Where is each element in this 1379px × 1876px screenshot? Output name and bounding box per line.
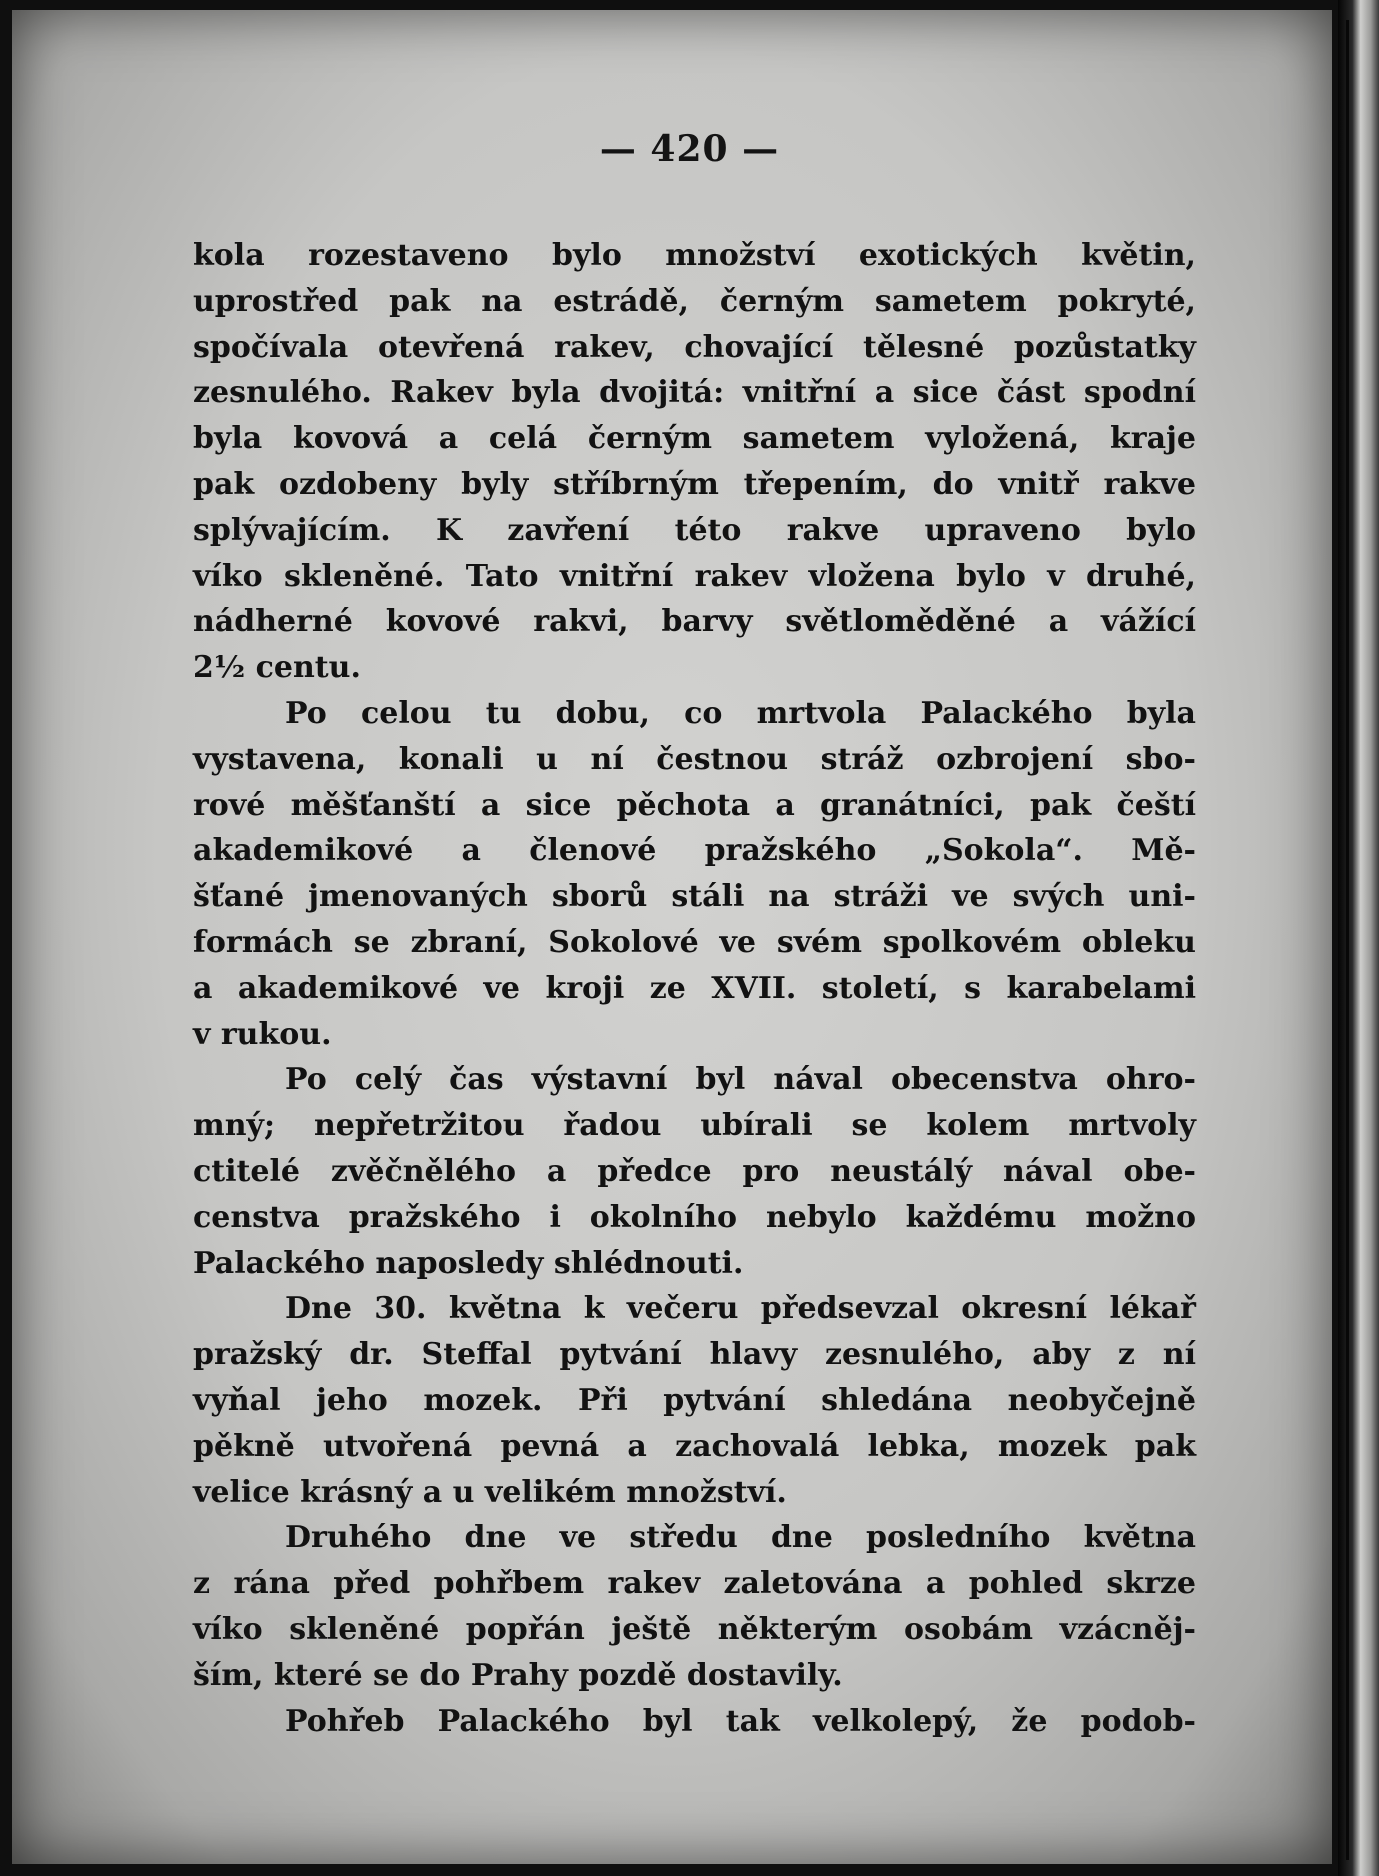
text-line: Pohřeb Palackého byl tak velkolepý, že podob- [285,1703,1196,1739]
text-line: Po celý čas výstavní byl nával obecenstva ohro- [285,1062,1196,1098]
text-line: pražský dr. Steffal pytvání hlavy zesnulého, aby z ní [193,1337,1196,1373]
text-line: Dne 30. května k večeru předsevzal okresní lékař [285,1291,1196,1327]
page-number: — 420 — [599,128,780,170]
text-line: vyňal jeho mozek. Při pytvání shledána neobyčejně [193,1382,1196,1418]
text-line: pěkně utvořená pevná a zachovalá lebka, mozek pak [193,1428,1196,1464]
text-line: Po celou tu dobu, co mrtvola Palackého byla [285,695,1196,731]
text-line: a akademikové ve kroji ze XVII. století, s karabelami [193,970,1196,1006]
book-spine-shadow [1346,20,1349,1860]
text-line: ctitelé zvěčnělého a předce pro neustálý nával obe- [193,1153,1196,1189]
text-line: velice krásný a u velikém množství. [193,1474,787,1510]
text-line: formách se zbraní, Sokolové ve svém spolkovém obleku [193,924,1196,960]
text-line: censtva pražského i okolního nebylo každému možno [193,1199,1196,1235]
text-line: splývajícím. K zavření této rakve upraveno bylo [193,512,1196,548]
book-spine-edge [1338,0,1379,1876]
text-line: vystavena, konali u ní čestnou stráž ozbrojení sbo- [193,741,1196,777]
text-line: šťané jmenovaných sborů stáli na stráži ve svých uni- [193,879,1196,915]
text-line: nádherné kovové rakvi, barvy světloměděné a vážící [193,604,1196,640]
text-line: v rukou. [193,1016,332,1052]
text-line: spočívala otevřená rakev, chovající tělesné pozůstatky [193,329,1196,365]
text-line: rové měšťanští a sice pěchota a granátníci, pak čeští [193,787,1196,823]
text-line: Palackého naposledy shlédnouti. [193,1245,744,1281]
body-text [193,233,1196,1744]
text-line: pak ozdobeny byly stříbrným třepením, do vnitř rakve [193,466,1196,502]
text-line: kola rozestaveno bylo množství exotických květin, [193,238,1196,273]
text-line: akademikové a členové pražského „Sokola“. Mě- [193,833,1196,869]
text-line: 2½ centu. [193,650,361,686]
text-line: byla kovová a celá černým sametem vyložená, kraje [193,421,1196,457]
text-line: uprostřed pak na estrádě, černým sametem pokryté, [193,283,1196,319]
text-line: víko skleněné. Tato vnitřní rakev vložena bylo v druhé, [193,558,1196,594]
text-line: ším, které se do Prahy pozdě dostavily. [193,1657,843,1693]
text-line: z rána před pohřbem rakev zaletována a pohled skrze [193,1566,1196,1602]
text-line: mný; nepřetržitou řadou ubírali se kolem mrtvoly [193,1108,1196,1144]
text-line: Druhého dne ve středu dne posledního května [285,1520,1196,1556]
text-line: zesnulého. Rakev byla dvojitá: vnitřní a sice část spodní [193,375,1196,411]
text-line: víko skleněné popřán ještě některým osobám vzácněj- [193,1611,1196,1647]
